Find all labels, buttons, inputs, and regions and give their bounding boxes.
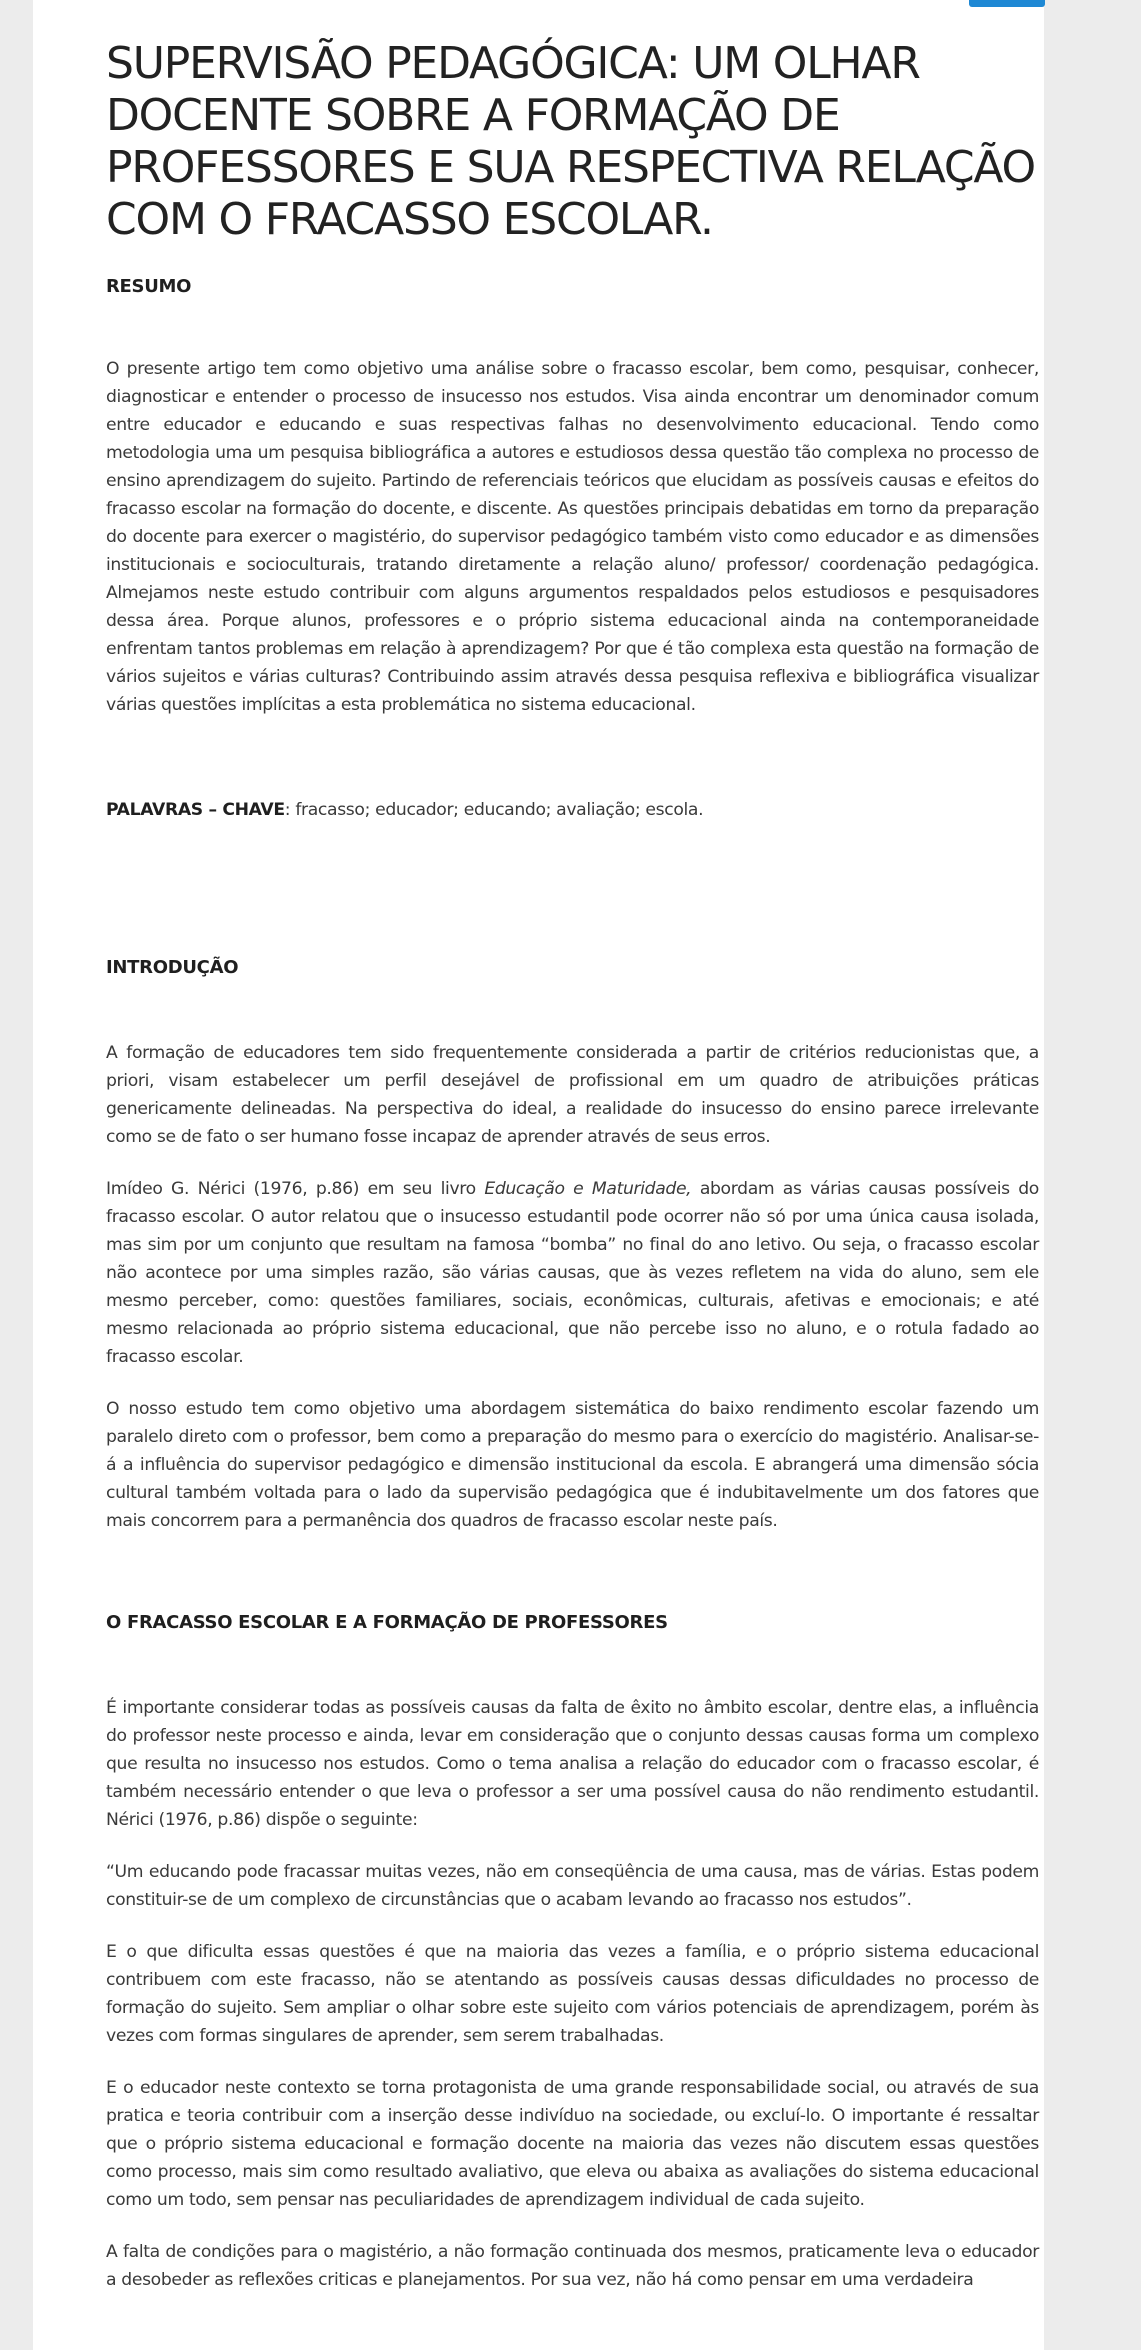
resumo-heading: RESUMO — [106, 276, 192, 297]
intro-paragraph-2 — [106, 1175, 1039, 1371]
intro-p2-start: Imídeo G. Nérici (1976, p.86) em seu livro — [106, 1179, 485, 1199]
article-page — [33, 0, 1044, 2350]
top-accent-button[interactable] — [969, 0, 1045, 7]
section2-paragraph-2: E o que dificulta essas questões é que na maioria das vezes a família, e o próprio sistema educacional contribuem com este fracasso, não se atentando as possíveis causas dessas dificuldades no processo de formação do sujeito. Sem ampliar o olhar sobre este sujeito com vários potenciais de aprendizagem, porém às vezes com formas singulares de aprender, sem serem trabalhadas. — [106, 1942, 1039, 2046]
article-title: SUPERVISÃO PEDAGÓGICA: UM OLHAR DOCENTE SOBRE A FORMAÇÃO DE PROFESSORES E SUA RESPECTIVA RELAÇÃO COM O FRACASSO ESCOLAR. — [106, 38, 1035, 245]
book-title: Educação e Maturidade, — [484, 1179, 692, 1199]
intro-paragraph-1: A formação de educadores tem sido frequentemente considerada a partir de critérios reducionistas que, a priori, visam estabelecer um perfil desejável de profissional em um quadro de atribuições práticas genericamente delineadas. Na perspectiva do ideal, a realidade do insucesso do ensino parece irrelevante como se de fato o ser humano fosse incapaz de aprender através de seus erros. — [106, 1043, 1039, 1147]
section2-paragraph-4: A falta de condições para o magistério, a não formação continuada dos mesmos, praticamente leva o educador a desobeder as reflexões criticas e planejamentos. Por sua vez, não há como pensar em uma verdadeira — [106, 2242, 1039, 2290]
intro-paragraph-3: O nosso estudo tem como objetivo uma abordagem sistemática do baixo rendimento escolar fazendo um paralelo direto com o professor, bem como a preparação do mesmo para o exercício do magistério. Analisar-se-á a influência do supervisor pedagógico e dimensão institucional da escola. E abrangerá uma dimensão sócia cultural também voltada para o lado da supervisão pedagógica que é indubitavelmente um dos fatores que mais concorrem para a permanência dos quadros de fracasso escolar neste país. — [106, 1399, 1039, 1531]
intro-heading: INTRODUÇÃO — [106, 957, 239, 978]
section2-paragraph-3: E o educador neste contexto se torna protagonista de uma grande responsabilidade social, ou através de sua pratica e teoria contribuir com a inserção desse indivíduo na sociedade, ou excluí-lo. O importante é ressaltar que o próprio sistema educacional e formação docente na maioria das vezes não discutem essas questões como processo, mais sim como resultado avaliativo, que eleva ou abaixa as avaliações do sistema educacional como um todo, sem pensar nas peculiaridades de aprendizagem individual de cada sujeito. — [106, 2078, 1039, 2210]
keywords-label: PALAVRAS – CHAVE — [106, 800, 285, 820]
section-heading-fracasso: O FRACASSO ESCOLAR E A FORMAÇÃO DE PROFESSORES — [106, 1612, 668, 1633]
section2-quote: “Um educando pode fracassar muitas vezes, não em conseqüência de uma causa, mas de várias. Estas podem constituir-se de um complexo de circunstâncias que o acabam levando ao fracasso nos estudos”. — [106, 1862, 1039, 1910]
article-content — [106, 38, 1039, 2294]
keywords-text: : fracasso; educador; educando; avaliação; escola. — [284, 800, 704, 820]
resumo-paragraph: O presente artigo tem como objetivo uma análise sobre o fracasso escolar, bem como, pesquisar, conhecer, diagnosticar e entender o processo de insucesso nos estudos. Visa ainda encontrar um denominador comum entre educador e educando e suas respectivas falhas no desenvolvimento educacional. Tendo como metodologia uma um pesquisa bibliográfica a autores e estudiosos dessa questão tão complexa no processo de ensino aprendizagem do sujeito. Partindo de referenciais teóricos que elucidam as possíveis causas e efeitos do fracasso escolar na formação do docente, e discente. As questões principais debatidas em torno da preparação do docente para exercer o magistério, do supervisor pedagógico também visto como educador e as dimensões institucionais e socioculturais, tratando diretamente a relação aluno/ professor/ coordenação pedagógica. Almejamos neste estudo contribuir com alguns argumentos respaldados pelos estudiosos e pesquisadores dessa área. Porque alunos, professores e o próprio sistema educacional ainda na contemporaneidade enfrentam tantos problemas em relação à aprendizagem? Por que é tão complexa esta questão na formação de vários sujeitos e várias culturas? Contribuindo assim através dessa pesquisa reflexiva e bibliográfica visualizar várias questões implícitas a esta problemática no sistema educacional. — [106, 359, 1039, 715]
keywords-line — [106, 796, 1039, 824]
section2-paragraph-1: É importante considerar todas as possíveis causas da falta de êxito no âmbito escolar, dentre elas, a influência do professor neste processo e ainda, levar em consideração que o conjunto dessas causas forma um complexo que resulta no insucesso nos estudos. Como o tema analisa a relação do educador com o fracasso escolar, é também necessário entender o que leva o professor a ser uma possível causa do não rendimento estudantil. Nérici (1976, p.86) dispõe o seguinte: — [106, 1698, 1039, 1830]
intro-p2-rest: abordam as várias causas possíveis do fracasso escolar. O autor relatou que o insucesso estudantil pode ocorrer não só por uma única causa isolada, mas sim por um conjunto que resultam na famosa “bomba” no final do ano letivo. Ou seja, o fracasso escolar não acontece por uma simples razão, são várias causas, que às vezes refletem na vida do aluno, sem ele mesmo perceber, como: questões familiares, sociais, econômicas, culturais, afetivas e emocionais; e até mesmo relacionada ao próprio sistema educacional, que não percebe isso no aluno, e o rotula fadado ao fracasso escolar. — [106, 1179, 1039, 1367]
